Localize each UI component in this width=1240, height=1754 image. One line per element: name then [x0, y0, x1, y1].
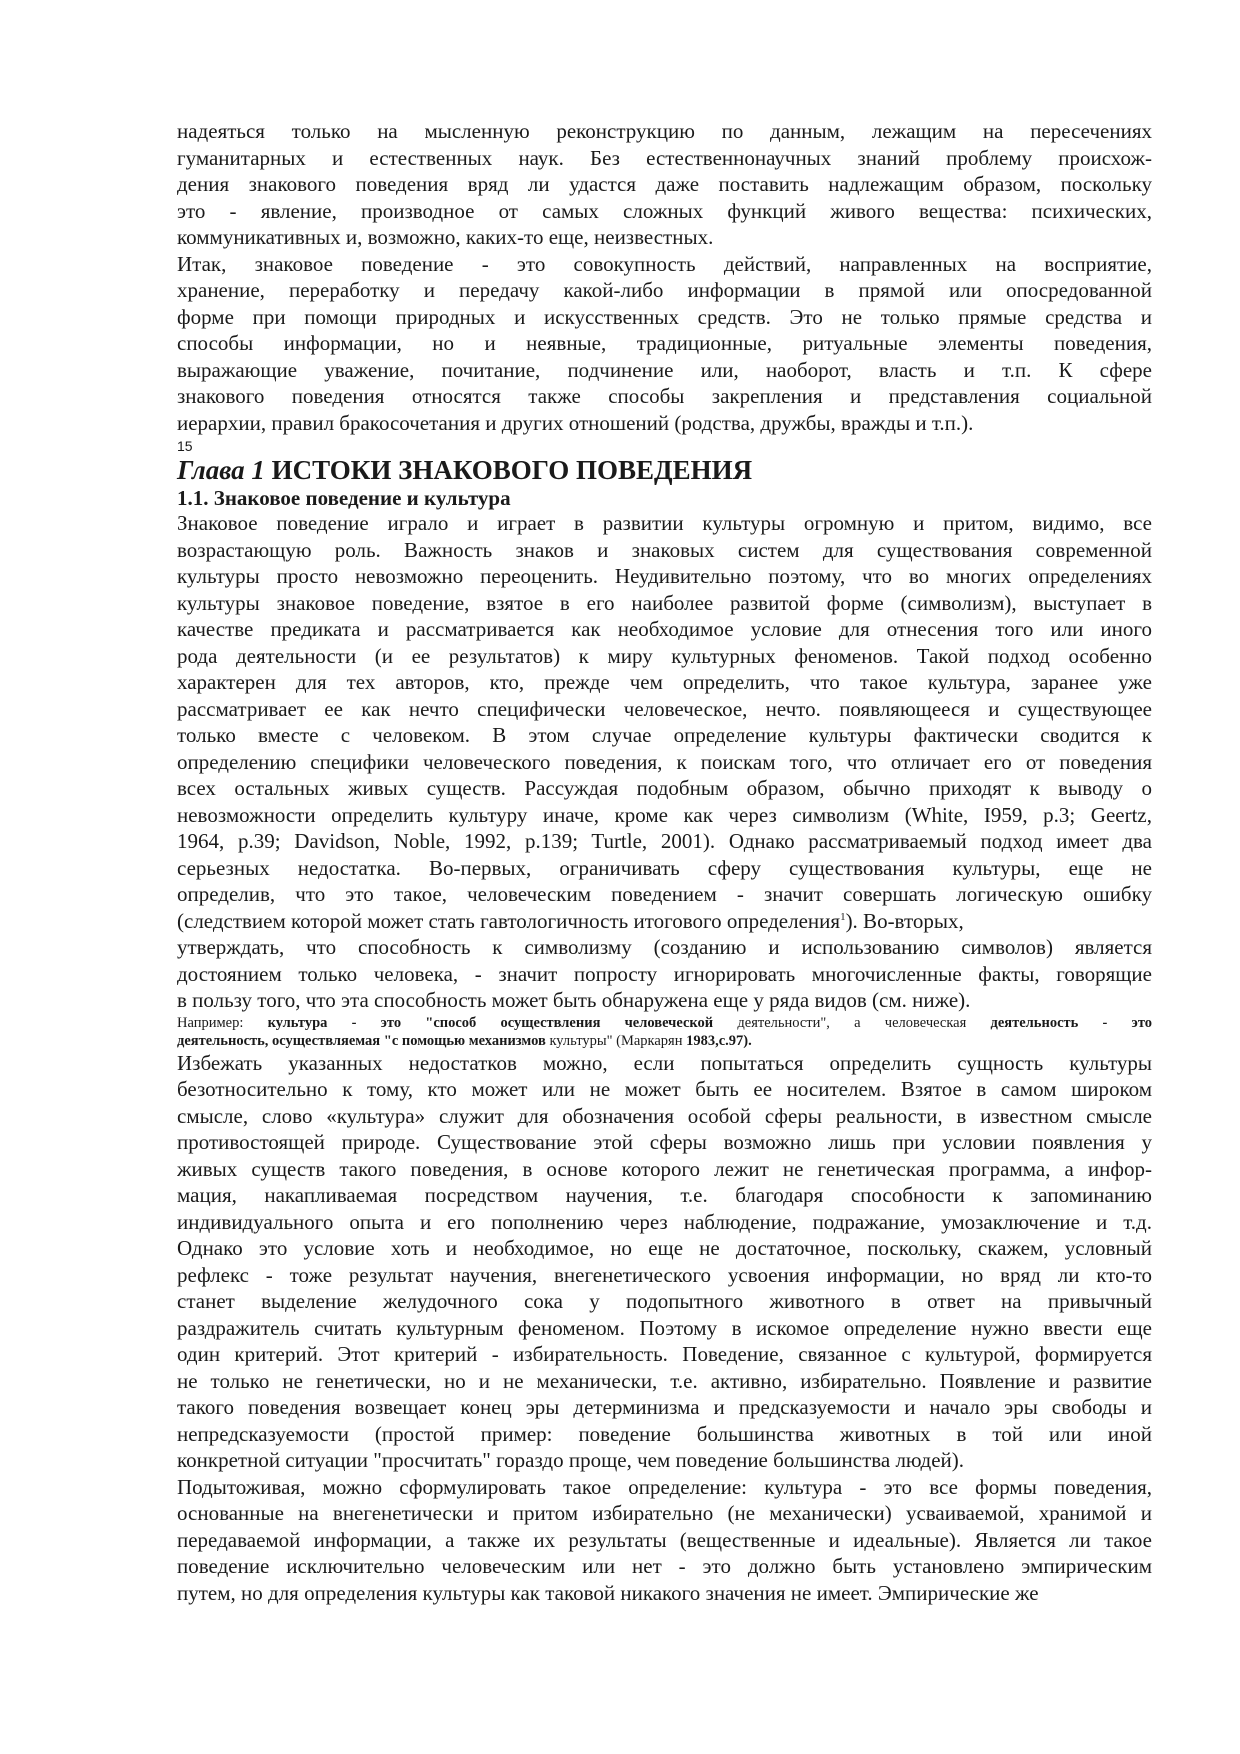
body-paragraph-2 [177, 1050, 1152, 1607]
text-line: хранение, переработку и передачу какой-либо информации в прямой или опосредованной [177, 278, 1152, 302]
chapter-heading [177, 454, 1152, 486]
text-line: индивидуального опыта и его пополнению через наблюдение, подражание, умозаключение и т.д. [177, 1209, 1152, 1234]
intro-paragraphs [177, 118, 1152, 436]
document-page [177, 118, 1152, 1606]
footnote-reference[interactable]: 1 [840, 910, 846, 923]
text-line: культуры знаковое поведение, взятое в его наиболее развитой форме (символизм), выступает в [177, 590, 1152, 615]
text-line: 1964, p.39; Davidson, Noble, 1992, p.139; Turtle, 2001). Однако рассматриваемый подход имеет два [177, 829, 1152, 853]
text-line: противостоящей природе. Существование этой сферы возможно лишь при условии появления у [177, 1130, 1152, 1154]
body-paragraph-1 [177, 510, 1152, 1014]
text-line: качестве предиката и рассматривается как необходимое условие для отнесения того или иного [177, 617, 1152, 641]
text-line: непредсказуемости (простой пример: поведение большинства животных в той или иной [177, 1421, 1152, 1446]
text-line: утверждать, что способность к символизму (созданию и использованию символов) является [177, 935, 1152, 959]
text-line: определив, что это такое, человеческим поведением - значит совершать логическую ошибку [177, 882, 1152, 906]
text-line: дения знакового поведения вряд ли удастся даже поставить надлежащим образом, поскольку [177, 172, 1152, 196]
text-line: рода деятельности (и ее результатов) к миру культурных феноменов. Такой подход особенно [177, 643, 1152, 668]
page-number: 15 [177, 438, 193, 454]
text-fragment: (следствием которой может стать гавтологичность итогового определения [177, 908, 841, 933]
text-line: гуманитарных и естественных наук. Без естественнонаучных знаний проблему происхож- [177, 145, 1152, 170]
footnote-fragment: культуры" (Маркарян [545, 1032, 687, 1049]
text-line: Подытоживая, можно сформулировать такое определение: культура - это все формы поведения, [177, 1474, 1152, 1499]
text-line: не только не генетически, но и не механически, т.е. активно, избирательно. Появление и развитие [177, 1368, 1152, 1393]
text-line: в пользу того, что эта способность может быть обнаружена еще у ряда видов (см. ниже). [177, 988, 971, 1012]
text-line: способы информации, но и неявные, традиционные, ритуальные элементы поведения, [177, 331, 1152, 355]
text-line: Итак, знаковое поведение - это совокупность действий, направленных на восприятие, [177, 251, 1152, 276]
text-line: такого поведения возвещает конец эры детерминизма и предсказуемости и начало эры свободы и [177, 1395, 1152, 1419]
footnote-fragment: Например: [177, 1014, 268, 1031]
text-line: коммуникативных и, возможно, каких-то еще, неизвестных. [177, 225, 714, 249]
text-line: мация, накапливаемая посредством научения, т.е. благодаря способности к запоминанию [177, 1183, 1152, 1207]
text-fragment: ). Во-вторых, [845, 908, 964, 933]
text-line: всех остальных живых существ. Рассуждая подобным образом, обычно приходят к выводу о [177, 776, 1152, 800]
text-line: Избежать указанных недостатков можно, если попытаться определить сущность культуры [177, 1050, 1152, 1075]
footnote [177, 1014, 1152, 1050]
text-line: иерархии, правил бракосочетания и других отношений (родства, дружбы, вражды и т.п.). [177, 410, 974, 435]
footnote-line [177, 1014, 1152, 1032]
text-line: живых существ такого поведения, в основе которого лежит не генетическая программа, а инфор- [177, 1156, 1152, 1181]
text-line: форме при помощи природных и искусственных средств. Это не только прямые средства и [177, 304, 1152, 329]
text-line: один критерий. Этот критерий - избирательность. Поведение, связанное с культурой, формируется [177, 1342, 1152, 1366]
text-line: безотносительно к тому, кто может или не может быть ее носителем. Взятое в самом широком [177, 1077, 1152, 1101]
footnote-line [177, 1032, 1152, 1050]
text-line: передаваемой информации, а также их результаты (вещественные и идеальные). Является ли такое [177, 1527, 1152, 1552]
text-line: только вместе с человеком. В этом случае определение культуры фактически сводится к [177, 723, 1152, 747]
section-heading: 1.1. Знаковое поведение и культура [177, 486, 511, 510]
text-line: основанные на внегенетически и притом избирательно (не механически) усваиваемой, хранимой и [177, 1501, 1152, 1525]
text-line: конкретной ситуации "просчитать" гораздо проще, чем поведение большинства людей). [177, 1448, 965, 1472]
footnote-fragment-bold: культура - это "способ осуществления человеческой [267, 1014, 714, 1031]
footnote-fragment-bold: деятельность, осуществляемая "с помощью механизмов [177, 1032, 546, 1049]
text-line: станет выделение желудочного сока у подопытного животного в ответ на привычный [177, 1289, 1152, 1313]
text-line: рефлекс - тоже результат научения, внегенетического усвоения информации, но вряд ли кто-то [177, 1262, 1152, 1287]
chapter-title: ИСТОКИ ЗНАКОВОГО ПОВЕДЕНИЯ [271, 455, 753, 485]
text-line: определению специфики человеческого поведения, к поискам того, что отличает его от поведения [177, 749, 1152, 774]
text-line: это - явление, производное от самых сложных функций живого вещества: психических, [177, 198, 1152, 223]
chapter-label: Глава 1 [177, 455, 265, 485]
text-line: возрастающую роль. Важность знаков и знаковых систем для существования современной [177, 537, 1152, 562]
text-line-with-footnote-ref [177, 908, 1152, 935]
text-line: Знаковое поведение играло и играет в развитии культуры огромную и притом, видимо, все [177, 511, 1152, 535]
text-line: смысле, слово «культура» служит для обозначения особой сферы реальности, в известном смысле [177, 1103, 1152, 1128]
text-line: невозможности определить культуру иначе, кроме как через символизм (White, I959, p.3; Geertz, [177, 802, 1152, 827]
text-line: поведение исключительно человеческим или нет - это должно быть установлено эмпирическим [177, 1554, 1152, 1578]
footnote-fragment-bold: 1983,с.97). [686, 1032, 752, 1049]
footnote-fragment: деятельности", а человеческая [713, 1014, 991, 1031]
text-line: путем, но для определения культуры как таковой никакого значения не имеет. Эмпирические же [177, 1580, 1039, 1605]
text-line: знакового поведения относятся также способы закрепления и представления социальной [177, 384, 1152, 408]
text-line: раздражитель считать культурным феноменом. Поэтому в искомое определение нужно ввести еще [177, 1315, 1152, 1340]
text-line: выражающие уважение, почитание, подчинение или, наоборот, власть и т.п. К сфере [177, 357, 1152, 382]
text-line: серьезных недостатка. Во-первых, ограничивать сферу существования культуры, еще не [177, 855, 1152, 880]
text-line: Однако это условие хоть и необходимое, но еще не достаточное, поскольку, скажем, условный [177, 1236, 1152, 1260]
footnote-fragment-bold: деятельность - это [990, 1014, 1152, 1031]
text-line: надеяться только на мысленную реконструкцию по данным, лежащим на пересечениях [177, 119, 1152, 143]
text-line: характерен для тех авторов, кто, прежде чем определить, что такое культура, заранее уже [177, 670, 1152, 694]
text-line: достоянием только человека, - значит попросту игнорировать многочисленные факты, говорящие [177, 961, 1152, 986]
text-line: культуры просто невозможно переоценить. Неудивительно поэтому, что во многих определениях [177, 564, 1152, 588]
text-line: рассматривает ее как нечто специфически человеческое, нечто. появляющееся и существующее [177, 696, 1152, 721]
